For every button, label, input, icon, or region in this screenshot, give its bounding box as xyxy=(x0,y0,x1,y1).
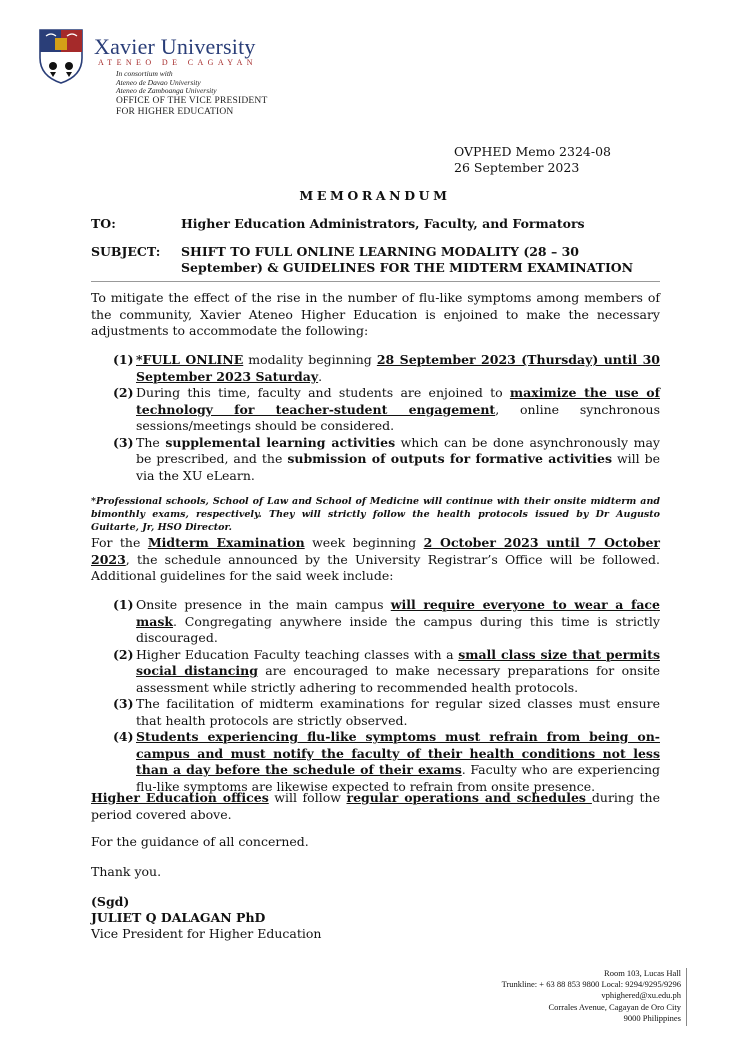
subject-label: SUBJECT: xyxy=(91,244,161,259)
list-item: (1) Onsite presence in the main campus will require everyone to wear a face mask. Congregating anywhere inside the campus during this time is strictly discouraged. xyxy=(113,597,660,645)
to-label: TO: xyxy=(91,216,116,231)
footer-address: Room 103, Lucas Hall Trunkline: + 63 88 853 9800 Local: 9294/9295/9296 vphighered@xu.edu.ph Corrales Avenue, Cagayan de Oro City 9000 Philippines xyxy=(440,968,681,1024)
memo-date: 26 September 2023 xyxy=(454,160,580,175)
university-seal-icon xyxy=(38,28,84,84)
memo-number: OVPHED Memo 2324-08 xyxy=(454,144,611,159)
signed-mark: (Sgd) xyxy=(91,894,130,909)
signature-block xyxy=(91,894,321,942)
list-item: (3) The supplemental learning activities which can be done asynchronously may be prescribed, and the submission of outputs for formative activities will be via the XU eLearn. xyxy=(113,434,661,483)
list-item: (1) *FULL ONLINE modality beginning 28 September 2023 (Thursday) until 30 September 2023 Saturday. xyxy=(113,352,660,384)
midterm-guidelines-list xyxy=(113,597,660,795)
list-item: (4) Students experiencing flu-like symptoms must refrain from being on-campus and must notify the faculty of their health conditions not less than a day before the schedule of their exams. Faculty who are experiencing flu-like symptoms are likewise expected to refrain from onsite presence. xyxy=(113,729,660,794)
to-recipients: Higher Education Administrators, Faculty, and Formators xyxy=(181,216,585,231)
subject-text: SHIFT TO FULL ONLINE LEARNING MODALITY (28 – 30 September) & GUIDELINES FOR THE MIDTERM EXAMINATION xyxy=(181,244,634,275)
offices-paragraph: Higher Education offices will follow regular operations and schedules during the period covered above. xyxy=(91,790,660,822)
memo-title: MEMORANDUM xyxy=(299,188,451,203)
list-item: (2) During this time, faculty and students are enjoined to maximize the use of technology for teacher-student engagement, online synchronous sessions/meetings should be considered. xyxy=(113,385,661,433)
footer-divider xyxy=(686,968,687,1026)
university-name: Xavier University xyxy=(94,34,256,59)
header-divider xyxy=(91,281,660,282)
signatory-name: JULIET Q DALAGAN PhD xyxy=(91,910,266,925)
ateneo-subtitle: ATENEO DE CAGAYAN xyxy=(98,58,257,67)
footer-email: vphighered@xu.edu.ph xyxy=(601,990,681,1001)
memo-reference xyxy=(454,144,611,176)
list-item: (2) Higher Education Faculty teaching classes with a small class size that permits social distancing are encouraged to make necessary preparations for onsite assessment while strictly adhering to recommended health protocols. xyxy=(113,646,660,695)
online-modality-list xyxy=(113,352,660,484)
office-name: OFFICE OF THE VICE PRESIDENT FOR HIGHER EDUCATION xyxy=(116,96,268,117)
list-item: (3) The facilitation of midterm examinations for regular sized classes must ensure that health protocols are strictly observed. xyxy=(113,696,660,728)
guidance-line: For the guidance of all concerned. xyxy=(91,834,309,849)
midterm-paragraph: For the Midterm Examination week beginning 2 October 2023 until 7 October 2023, the schedule announced by the University Registrar’s Office will be followed. Additional guidelines for the said week include: xyxy=(91,535,660,583)
thank-you-line: Thank you. xyxy=(91,864,162,879)
signatory-title: Vice President for Higher Education xyxy=(91,926,322,941)
professional-schools-note: *Professional schools, School of Law and School of Medicine will continue with their onsite midterm and bimonthly exams, respectively. They will strictly follow the health protocols issued by Dr Augusto Guitarte, Jr, HSO Director. xyxy=(91,496,660,533)
consortium-text: In consortium with Ateneo de Davao University Ateneo de Zamboanga University xyxy=(116,69,217,95)
intro-paragraph: To mitigate the effect of the rise in the number of flu-like symptoms among members of the community, Xavier Ateneo Higher Education is enjoined to make the necessary adjustments to accommodate the following: xyxy=(91,290,660,338)
